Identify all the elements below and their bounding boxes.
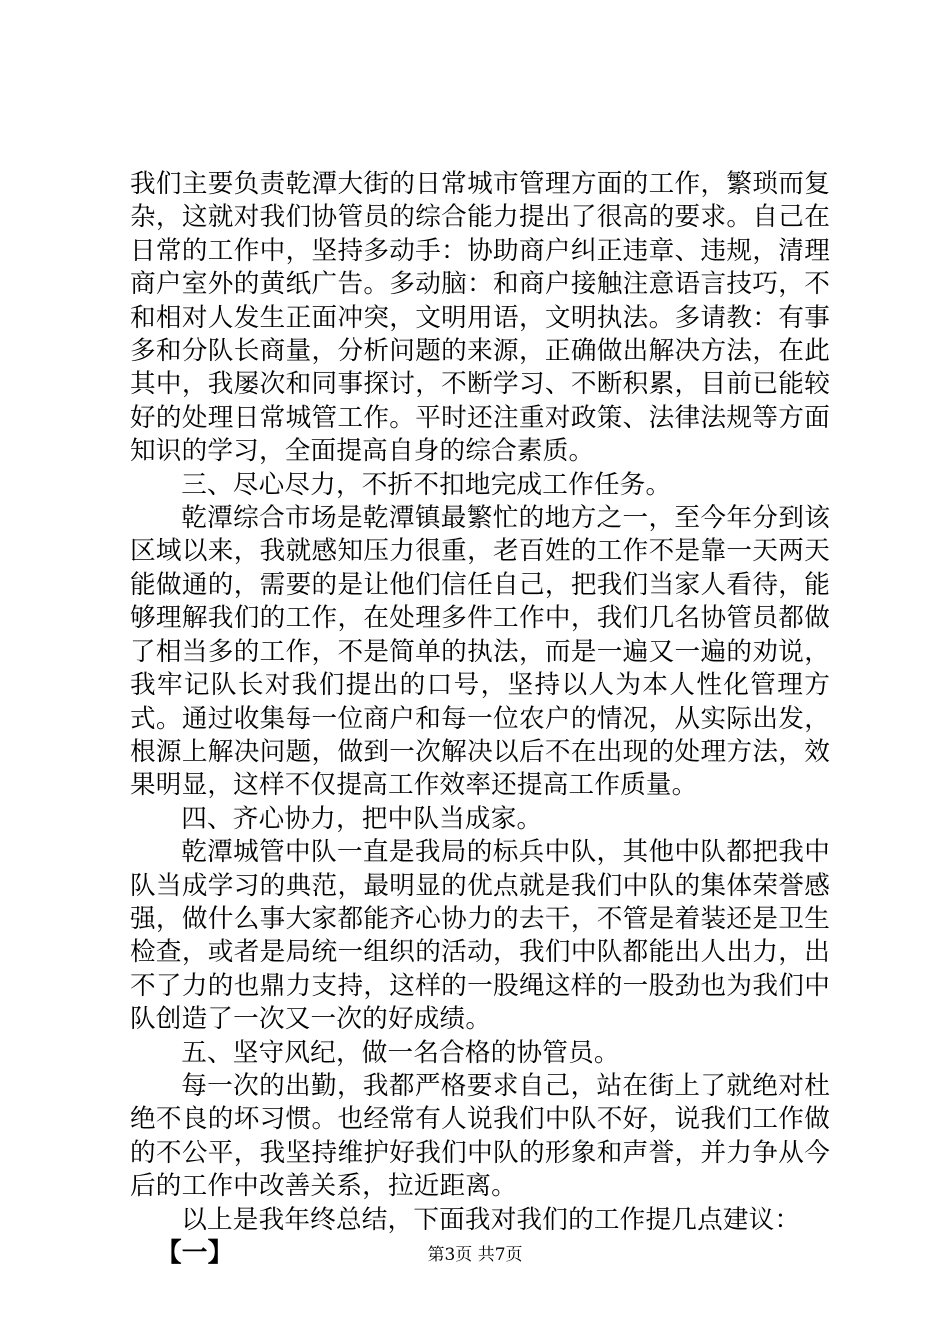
paragraph-work-duties: 我们主要负责乾潭大街的日常城市管理方面的工作，繁琐而复杂，这就对我们协管员的综合能力提出了很高的要求。自己在日常的工作中，坚持多动手：协助商户纠正违章、违规，清理商户室外的黄纸广告。多动脑：和商户接触注意语言技巧，不和相对人发生正面冲突，文明用语，文明执法。多请教：有事多和分队长商量，分析问题的来源，正确做出解决方法，在此其中，我屡次和同事探讨，不断学习、不断积累，目前已能较好的处理日常城管工作。平时还注重对政策、法律法规等方面知识的学习，全面提高自身的综合素质。: [130, 169, 830, 467]
document-body: [130, 168, 830, 1270]
section-heading-five: 五、坚守风纪，做一名合格的协管员。: [181, 1037, 620, 1068]
paragraph-discipline: 每一次的出勤，我都严格要求自己，站在街上了就绝对杜绝不良的坏习惯。也经常有人说我们中队不好，说我们工作做的不公平，我坚持维护好我们中队的形象和声誉，并力争从今后的工作中改善关系，拉近距离。: [130, 1070, 830, 1202]
suggestion-heading-one: 【一】: [156, 1238, 234, 1268]
section-heading-four: 四、齐心协力，把中队当成家。: [181, 803, 543, 834]
paragraph-team-spirit: 乾潭城管中队一直是我局的标兵中队，其他中队都把我中队当成学习的典范，最明显的优点就是我们中队的集体荣誉感强，做什么事大家都能齐心协力的去干，不管是着装还是卫生检查，或者是局统一组织的活动，我们中队都能出人出力，出不了力的也鼎力支持，这样的一股绳这样的一股劲也为我们中队创造了一次又一次的好成绩。: [130, 837, 830, 1035]
page-number-footer: 第3页 共7页: [427, 1245, 523, 1265]
section-heading-three: 三、尽心尽力，不折不扣地完成工作任务。: [181, 469, 672, 500]
paragraph-summary-intro: 以上是我年终总结，下面我对我们的工作提几点建议：: [181, 1204, 801, 1235]
paragraph-market-work: 乾潭综合市场是乾潭镇最繁忙的地方之一，至今年分到该区域以来，我就感知压力很重，老百姓的工作不是靠一天两天能做通的，需要的是让他们信任自己，把我们当家人看待，能够理解我们的工作，在处理多件工作中，我们几名协管员都做了相当多的工作，不是简单的执法，而是一遍又一遍的劝说，我牢记队长对我们提出的口号，坚持以人为本人性化管理方式。通过收集每一位商户和每一位农户的情况，从实际出发，根源上解决问题，做到一次解决以后不在出现的处理方法，效果明显，这样不仅提高工作效率还提高工作质量。: [130, 503, 830, 801]
